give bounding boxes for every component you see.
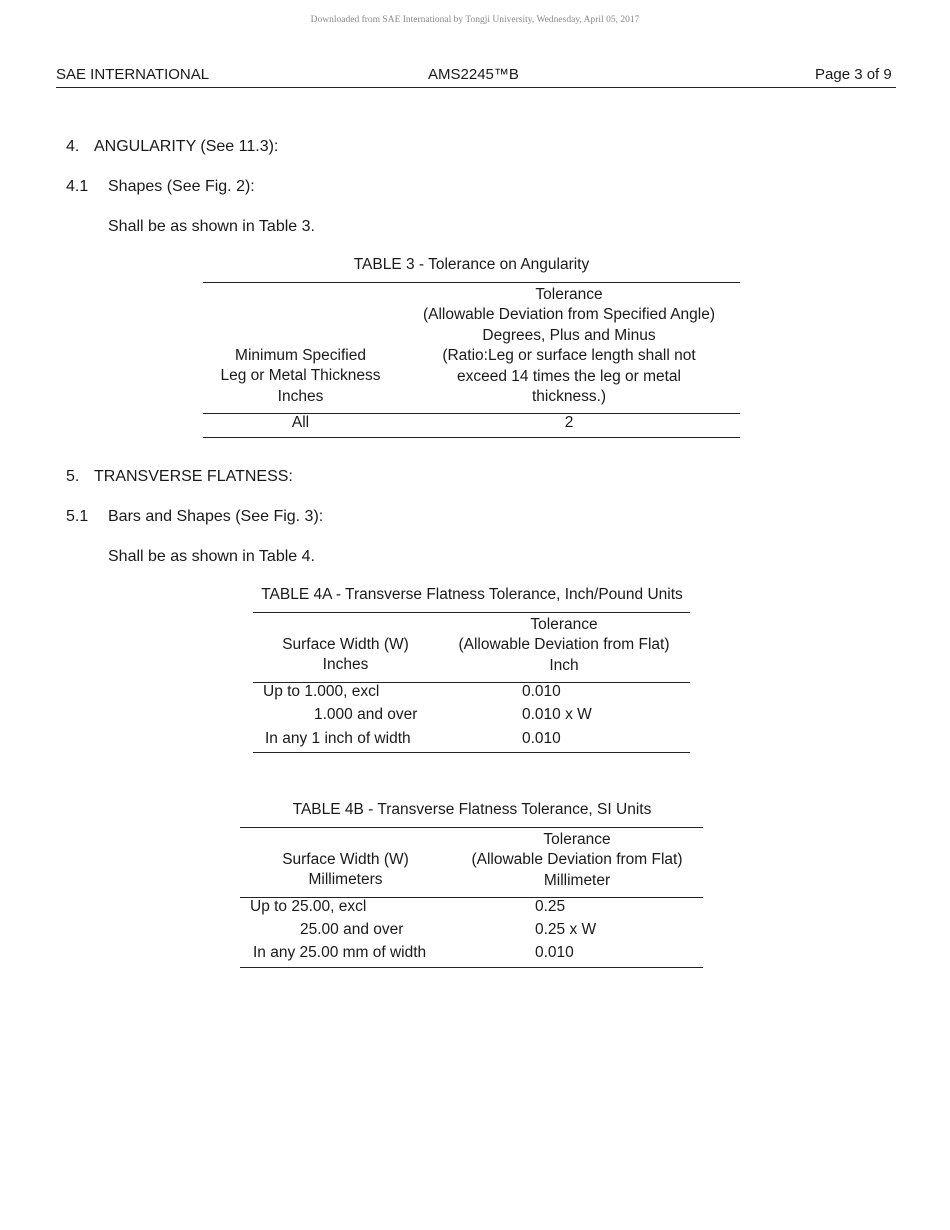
header-line: (Ratio:Leg or surface length shall not — [442, 347, 696, 365]
table-cell: 1.000 and over — [314, 706, 418, 723]
header-line: (Allowable Deviation from Flat) — [471, 851, 683, 869]
header-line: Tolerance — [530, 616, 598, 633]
header-line: exceed 14 times the leg or metal — [456, 367, 681, 385]
table-top-rule — [240, 827, 703, 828]
table-top-rule — [203, 282, 740, 283]
header-line: Leg or Metal Thickness — [220, 367, 381, 385]
header-line: Degrees, Plus and Minus — [482, 326, 656, 344]
header-line: Surface Width (W) — [282, 851, 409, 868]
section-number: 5.1 — [66, 508, 89, 525]
column-header — [253, 635, 438, 676]
header-line: (Allowable Deviation from Specified Angle) — [422, 306, 716, 324]
table-cell: In any 1 inch of width — [265, 730, 411, 747]
section-5-1-body: Shall be as shown in Table 4. — [108, 548, 315, 565]
section-title: Shapes (See Fig. 2): — [108, 178, 255, 195]
table-caption: TABLE 4A - Transverse Flatness Tolerance, Inch/Pound Units — [261, 586, 683, 603]
section-title: TRANSVERSE FLATNESS: — [94, 468, 293, 485]
column-header — [203, 346, 398, 407]
header-line: Surface Width (W) — [282, 636, 409, 653]
column-header — [451, 830, 703, 891]
header-page-number: Page 3 of 9 — [815, 66, 892, 83]
section-title: ANGULARITY (See 11.3): — [94, 138, 279, 155]
table-cell: 0.25 x W — [535, 921, 597, 938]
header-line: thickness.) — [531, 388, 607, 406]
table-cell: 0.010 — [522, 683, 561, 700]
header-doc-id: AMS2245™B — [428, 66, 519, 83]
column-header — [240, 850, 451, 891]
header-line: Inch — [549, 656, 579, 674]
table-cell: 0.010 — [535, 944, 574, 961]
table-top-rule — [253, 612, 690, 613]
header-line: Inches — [277, 387, 324, 405]
header-line: (Allowable Deviation from Flat) — [458, 636, 670, 654]
header-line: Inches — [322, 656, 369, 674]
table-cell: 0.25 — [535, 898, 566, 915]
column-header — [438, 615, 690, 676]
table-caption: TABLE 4B - Transverse Flatness Tolerance, SI Units — [292, 801, 652, 818]
section-number: 5. — [66, 468, 80, 485]
header-line: Millimeters — [308, 871, 383, 889]
header-line: Minimum Specified — [235, 347, 366, 364]
section-number: 4. — [66, 138, 80, 155]
table-cell: 0.010 x W — [522, 706, 592, 723]
table-bottom-rule — [253, 752, 690, 753]
section-title: Bars and Shapes (See Fig. 3): — [108, 508, 324, 525]
table-cell: All — [291, 414, 310, 431]
section-5-1-heading — [66, 508, 323, 526]
table-cell: 2 — [564, 414, 574, 431]
table-cell: Up to 1.000, excl — [263, 683, 380, 700]
header-line: Tolerance — [543, 831, 611, 848]
column-header — [398, 285, 740, 407]
table-cell: 25.00 and over — [300, 921, 404, 938]
header-line: Millimeter — [543, 871, 611, 889]
section-4-1-heading — [66, 178, 255, 196]
table-cell: Up to 25.00, excl — [250, 898, 367, 915]
download-watermark: Downloaded from SAE International by Tongji University, Wednesday, April 05, 2017 — [310, 15, 640, 25]
header-line: Tolerance — [535, 286, 603, 303]
section-number: 4.1 — [66, 178, 89, 195]
section-5-heading — [66, 468, 293, 486]
header-divider — [56, 87, 896, 88]
table-cell: 0.010 — [522, 730, 561, 747]
section-4-1-body: Shall be as shown in Table 3. — [108, 218, 315, 235]
table-bottom-rule — [203, 437, 740, 438]
table-cell: In any 25.00 mm of width — [253, 944, 427, 961]
header-org: SAE INTERNATIONAL — [56, 66, 210, 83]
table-bottom-rule — [240, 967, 703, 968]
table-caption: TABLE 3 - Tolerance on Angularity — [353, 256, 590, 273]
section-4-heading — [66, 138, 278, 156]
